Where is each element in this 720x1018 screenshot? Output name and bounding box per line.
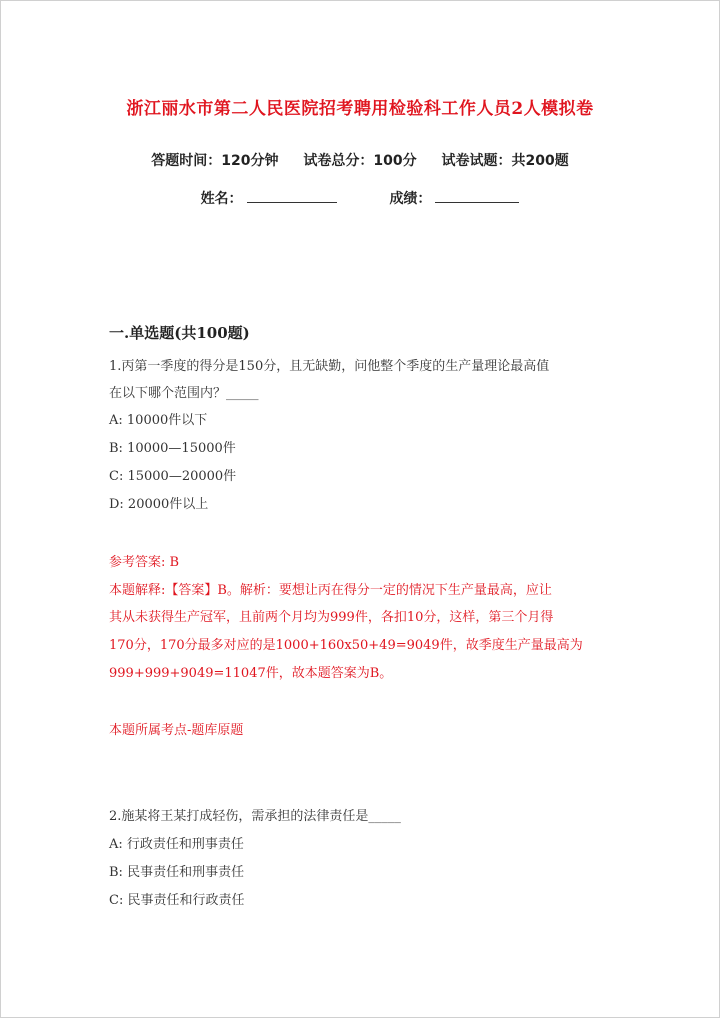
score-blank-line[interactable] (435, 188, 519, 203)
q2-option-b: B: 民事责任和刑事责任 (109, 865, 245, 880)
section-title: 一.单选题(共100题) (109, 324, 250, 342)
q1-option-a: A: 10000件以下 (109, 413, 208, 428)
q1-explanation-line3: 170分，170分最多对应的是1000+160x50+49=9049件，故季度生产量最高为 (109, 638, 583, 653)
q1-option-c: C: 15000—20000件 (109, 469, 237, 484)
q1-stem-line1: 1.丙第一季度的得分是150分，且无缺勤，问他整个季度的生产量理论最高值 (109, 359, 550, 374)
q1-explanation-line4: 999+999+9049=11047件，故本题答案为B。 (109, 666, 393, 681)
exam-time: 答题时间：120分钟 (151, 153, 279, 169)
q1-topic: 本题所属考点-题库原题 (109, 723, 244, 738)
q2-option-a: A: 行政责任和刑事责任 (109, 837, 244, 852)
exam-question-count: 试卷试题：共200题 (441, 153, 569, 169)
q1-explanation-line2: 其从未获得生产冠军，且前两个月均为999件，各扣10分，这样，第三个月得 (109, 610, 554, 625)
name-score-row (0, 188, 720, 208)
exam-info (0, 150, 720, 170)
q2-stem: 2.施某将王某打成轻伤，需承担的法律责任是_____ (109, 809, 401, 824)
q1-option-b: B: 10000—15000件 (109, 441, 236, 456)
q1-stem-line2: 在以下哪个范围内？_____ (109, 386, 259, 401)
score-label: 成绩： (389, 191, 432, 207)
name-label: 姓名： (200, 191, 243, 207)
name-field (201, 188, 337, 208)
exam-total-score: 试卷总分：100分 (303, 153, 417, 169)
score-field (389, 188, 519, 208)
name-blank-line[interactable] (247, 188, 337, 203)
q1-answer: 参考答案: B (109, 555, 180, 570)
q1-option-d: D: 20000件以上 (109, 497, 209, 512)
q2-option-c: C: 民事责任和行政责任 (109, 893, 245, 908)
q1-explanation-line1: 本题解释:【答案】B。解析：要想让丙在得分一定的情况下生产量最高，应让 (109, 583, 552, 598)
exam-title: 浙江丽水市第二人民医院招考聘用检验科工作人员2人模拟卷 (126, 99, 594, 119)
